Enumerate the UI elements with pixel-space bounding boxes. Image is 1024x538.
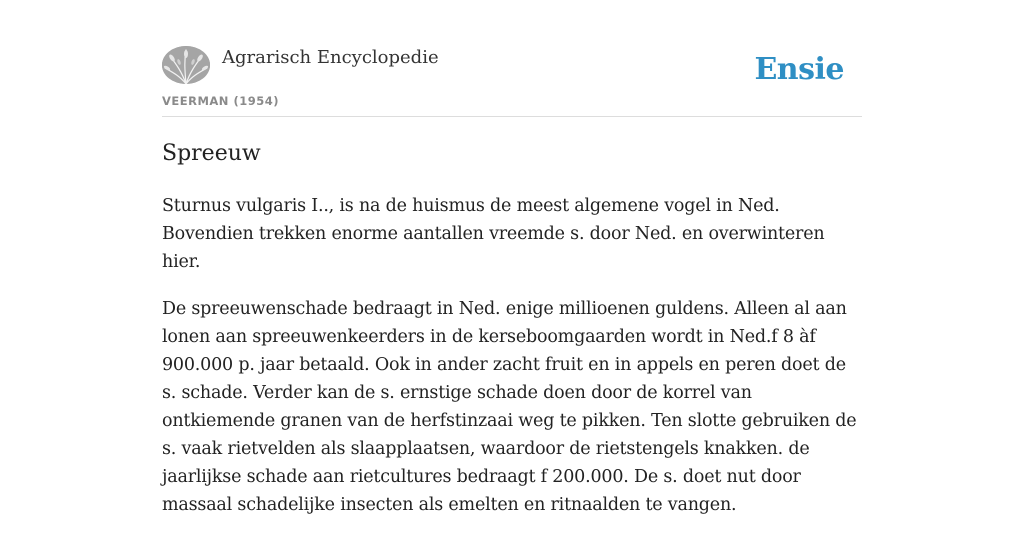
source-meta: VEERMAN (1954) bbox=[162, 94, 279, 108]
paragraph: Sturnus vulgaris I.., is na de huismus de meest algemene vogel in Ned. Bovendien trekken enorme aantallen vreemde s. door Ned. en overwinteren hier. bbox=[162, 196, 825, 272]
wheat-logo-icon[interactable] bbox=[162, 46, 210, 84]
brand-logo[interactable]: Ensie bbox=[754, 52, 844, 87]
article-page bbox=[162, 0, 862, 515]
source-header bbox=[162, 0, 862, 117]
page-title: Spreeuw bbox=[162, 141, 261, 166]
article-body bbox=[162, 192, 862, 538]
paragraph: De spreeuwenschade bedraagt in Ned. enige millioenen guldens. Alleen al aan lonen aan spreeuwenkeerders in de kerseboomgaarden wordt in Ned.f 8 àf 900.000 p. jaar betaald. Ook in ander zacht fruit en in appels en peren doet de s. schade. Verder kan de s. ernstige schade doen door de korrel van ontkiemende granen van de herfstinzaai weg te pikken. Ten slotte gebruiken de s. vaak rietvelden als slaapplaatsen, waardoor de rietstengels knakken. de jaarlijkse schade aan rietcultures bedraagt f 200.000. De s. doet nut door massaal schadelijke insecten als emelten en ritnaalden te vangen. bbox=[162, 299, 857, 515]
source-title[interactable]: Agrarisch Encyclopedie bbox=[222, 47, 439, 68]
